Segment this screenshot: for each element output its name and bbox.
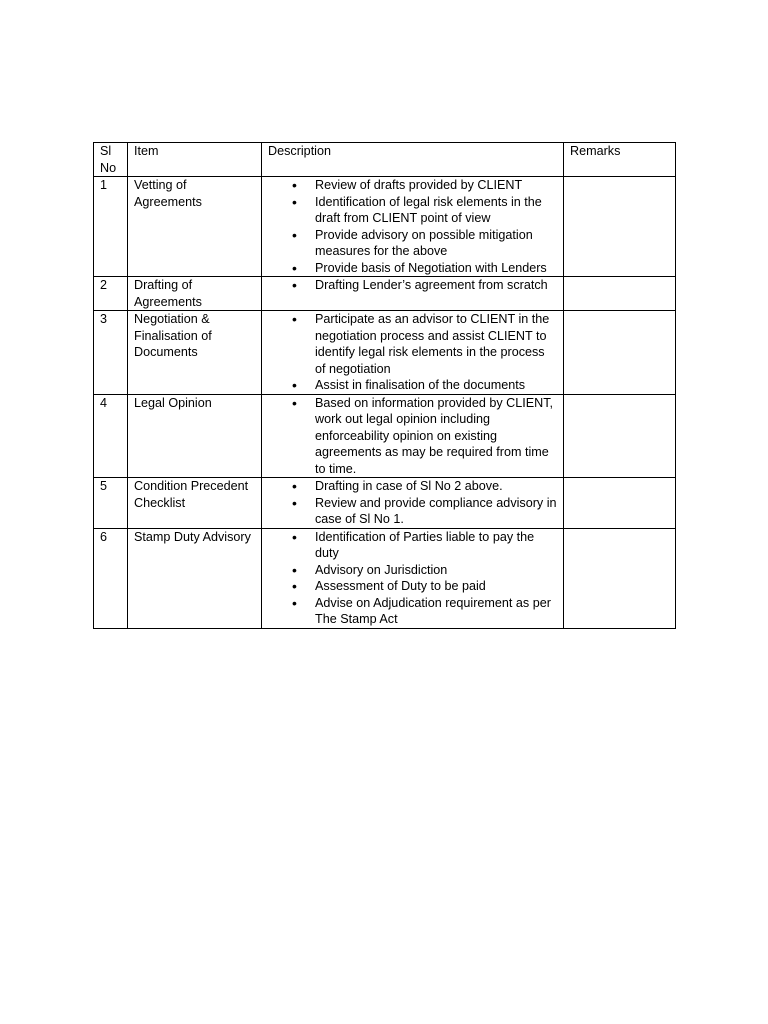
description-bullet: • Identification of Parties liable to pay the duty (268, 529, 557, 562)
cell-remarks (564, 177, 676, 277)
description-bullet-list (268, 529, 557, 628)
cell-item: Stamp Duty Advisory (128, 528, 262, 628)
cell-sl-no: 1 (94, 177, 128, 277)
cell-sl-no: 2 (94, 277, 128, 311)
cell-item: Vetting of Agreements (128, 177, 262, 277)
description-bullet-list (268, 395, 557, 478)
cell-remarks (564, 528, 676, 628)
cell-remarks (564, 277, 676, 311)
cell-sl-no: 4 (94, 394, 128, 478)
description-bullet: • Advise on Adjudication requirement as per The Stamp Act (268, 595, 557, 628)
description-bullet: • Drafting in case of Sl No 2 above. (268, 478, 557, 495)
cell-description (262, 177, 564, 277)
cell-description (262, 478, 564, 529)
table-row (94, 394, 676, 478)
cell-sl-no: 3 (94, 311, 128, 395)
description-bullet: • Review of drafts provided by CLIENT (268, 177, 557, 194)
cell-remarks (564, 311, 676, 395)
table-row (94, 528, 676, 628)
cell-sl-no: 6 (94, 528, 128, 628)
description-bullet: • Assessment of Duty to be paid (268, 578, 557, 595)
description-bullet-list (268, 177, 557, 276)
cell-item: Negotiation & Finalisation of Documents (128, 311, 262, 395)
header-item: Item (128, 143, 262, 177)
description-bullet: • Assist in finalisation of the documents (268, 377, 557, 394)
cell-description (262, 394, 564, 478)
cell-item: Condition Precedent Checklist (128, 478, 262, 529)
table-row (94, 277, 676, 311)
description-bullet: • Based on information provided by CLIENT, work out legal opinion including enforceability opinion on existing agreements as may be required from time to time. (268, 395, 557, 478)
header-sl-no: Sl No (94, 143, 128, 177)
description-bullet: • Drafting Lender’s agreement from scratch (268, 277, 557, 294)
scope-of-work-table (93, 142, 676, 629)
table-header-row (94, 143, 676, 177)
description-bullet: • Provide basis of Negotiation with Lenders (268, 260, 557, 277)
description-bullet: • Advisory on Jurisdiction (268, 562, 557, 579)
description-bullet: • Review and provide compliance advisory in case of Sl No 1. (268, 495, 557, 528)
cell-sl-no: 5 (94, 478, 128, 529)
table-row (94, 177, 676, 277)
description-bullet-list (268, 478, 557, 528)
cell-remarks (564, 478, 676, 529)
header-description: Description (262, 143, 564, 177)
cell-description (262, 528, 564, 628)
description-bullet-list (268, 277, 557, 294)
cell-remarks (564, 394, 676, 478)
table-row (94, 311, 676, 395)
cell-description (262, 311, 564, 395)
cell-description (262, 277, 564, 311)
description-bullet: • Participate as an advisor to CLIENT in the negotiation process and assist CLIENT to identify legal risk elements in the process of negotiation (268, 311, 557, 377)
cell-item: Legal Opinion (128, 394, 262, 478)
header-remarks: Remarks (564, 143, 676, 177)
description-bullet-list (268, 311, 557, 394)
description-bullet: • Provide advisory on possible mitigation measures for the above (268, 227, 557, 260)
cell-item: Drafting of Agreements (128, 277, 262, 311)
description-bullet: • Identification of legal risk elements in the draft from CLIENT point of view (268, 194, 557, 227)
table-row (94, 478, 676, 529)
